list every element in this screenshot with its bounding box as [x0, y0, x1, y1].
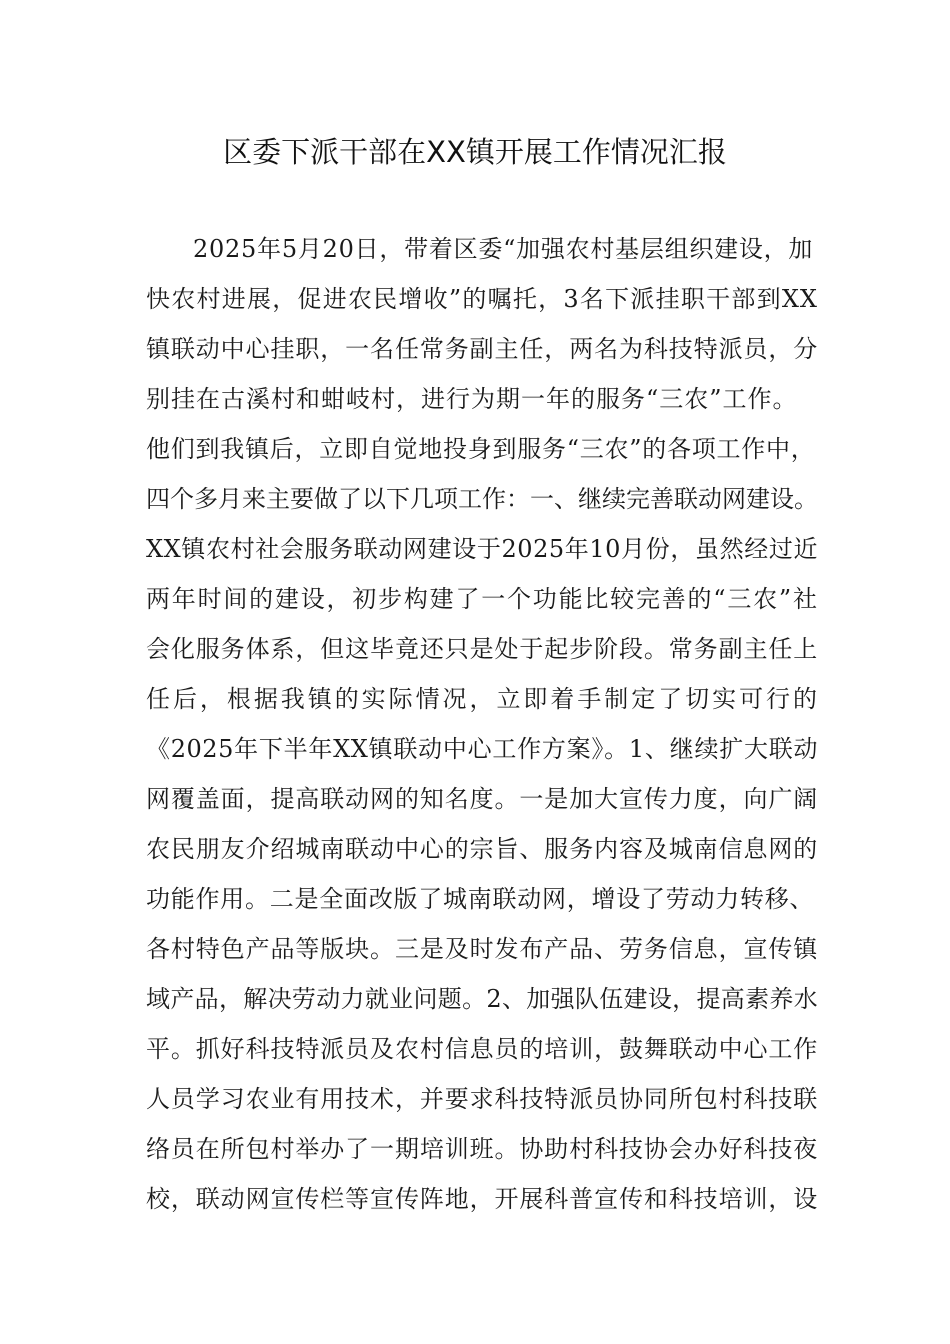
body-line-2: 快农村进展，促进农民增收”的嘱托，3名下派挂职干部到XX	[146, 285, 818, 313]
body-line-5: 他们到我镇后，立即自觉地投身到服务“三农”的各项工作中，	[146, 435, 816, 463]
body-line-3: 镇联动中心挂职，一名任常务副主任，两名为科技特派员，分	[146, 335, 818, 363]
body-line-17: 平。抓好科技特派员及农村信息员的培训，鼓舞联动中心工作	[146, 1035, 818, 1063]
body-line-19: 络员在所包村举办了一期培训班。协助村科技协会办好科技夜	[146, 1135, 818, 1163]
body-line-14: 功能作用。二是全面改版了城南联动网，增设了劳动力转移、	[146, 885, 815, 913]
body-line-13: 农民朋友介绍城南联动中心的宗旨、服务内容及城南信息网的	[146, 835, 818, 863]
body-line-18: 人员学习农业有用技术，并要求科技特派员协同所包村科技联	[146, 1085, 818, 1113]
body-line-9: 会化服务体系，但这毕竟还只是处于起步阶段。常务副主任上	[146, 635, 818, 663]
body-line-20: 校，联动网宣传栏等宣传阵地，开展科普宣传和科技培训，设	[146, 1185, 818, 1213]
body-line-7: XX镇农村社会服务联动网建设于2025年10月份，虽然经过近	[146, 535, 818, 563]
body-line-12: 网覆盖面，提高联动网的知名度。一是加大宣传力度，向广阔	[146, 785, 818, 813]
body-line-1: 2025年5月20日，带着区委“加强农村基层组织建设，加	[193, 235, 814, 263]
body-line-6: 四个多月来主要做了以下几项工作：一、继续完善联动网建设。	[146, 485, 818, 513]
body-line-10: 任后，根据我镇的实际情况，立即着手制定了切实可行的	[146, 685, 818, 713]
body-line-15: 各村特色产品等版块。三是及时发布产品、劳务信息，宣传镇	[146, 935, 818, 963]
document-title: 区委下派干部在XX镇开展工作情况汇报	[223, 135, 727, 169]
body-line-8: 两年时间的建设，初步构建了一个功能比较完善的“三农”社	[146, 585, 818, 613]
body-line-11: 《2025年下半年XX镇联动中心工作方案》。1、继续扩大联动	[146, 735, 818, 763]
body-line-4: 别挂在古溪村和蚶岐村，进行为期一年的服务“三农”工作。	[146, 385, 798, 413]
body-line-16: 域产品，解决劳动力就业问题。2、加强队伍建设，提高素养水	[146, 985, 818, 1013]
